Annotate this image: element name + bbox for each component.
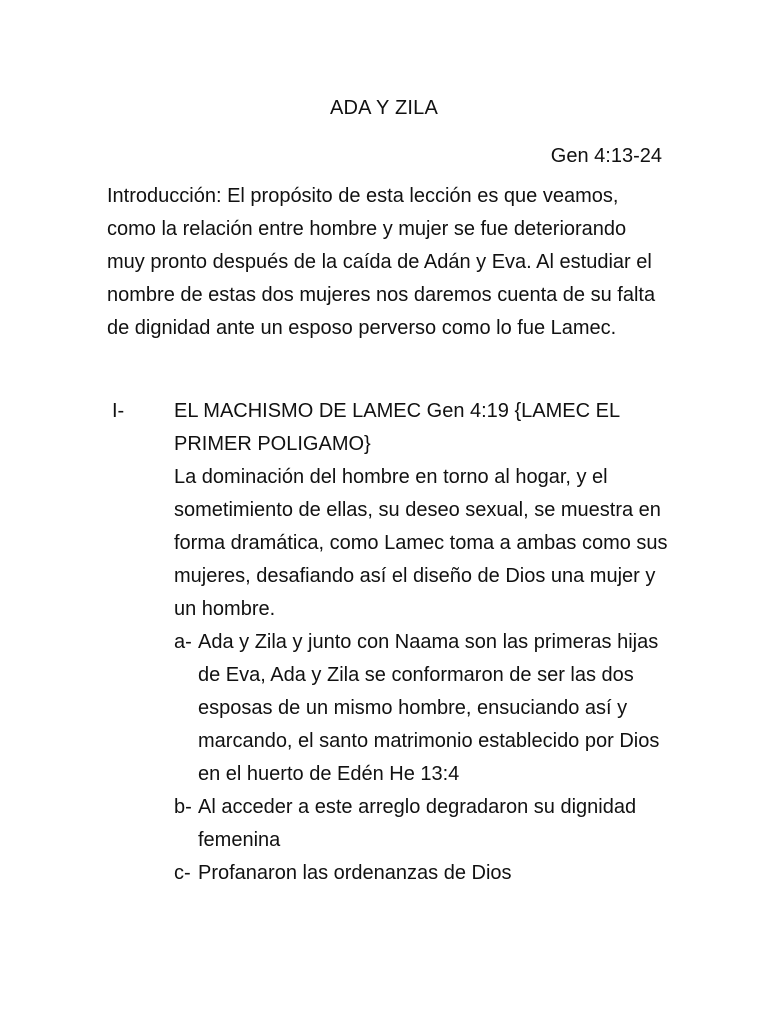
list-item (174, 791, 672, 857)
section-paragraph: La dominación del hombre en torno al hogar, y el sometimiento de ellas, su deseo sexual, se muestra en forma dramática, como Lamec toma a ambas como sus mujeres, desafiando así el diseño de Dios una mujer y un hombre. (174, 466, 668, 620)
list-item (174, 857, 672, 890)
section-one (112, 395, 672, 890)
intro-paragraph: Introducción: El propósito de esta lección es que veamos, como la relación entre hombre y mujer se fue deteriorando muy pronto después de la caída de Adán y Eva. Al estudiar el nombre de estas dos mujeres nos daremos cuenta de su falta de dignidad ante un esposo perverso como lo fue Lamec. (107, 185, 656, 339)
list-item (174, 626, 672, 791)
document-title: ADA Y ZILA (330, 97, 438, 119)
list-item-letter: a- (174, 631, 192, 653)
list-item-text: Al acceder a este arreglo degradaron su dignidad femenina (198, 796, 637, 851)
scripture-reference: Gen 4:13-24 (550, 145, 662, 167)
section-number: I- (112, 400, 125, 422)
section-heading: EL MACHISMO DE LAMEC Gen 4:19 {LAMEC EL PRIMER POLIGAMO} (174, 400, 620, 455)
section-list (174, 626, 672, 890)
list-item-letter: b- (174, 796, 192, 818)
list-item-letter: c- (174, 862, 191, 884)
list-item-text: Profanaron las ordenanzas de Dios (198, 862, 512, 884)
list-item-text: Ada y Zila y junto con Naama son las primeras hijas de Eva, Ada y Zila se conformaron de ser las dos esposas de un mismo hombre, ensuciando así y marcando, el santo matrimonio establecido por Dios en el huerto de Edén He 13:4 (198, 631, 660, 785)
section-body (174, 395, 672, 890)
